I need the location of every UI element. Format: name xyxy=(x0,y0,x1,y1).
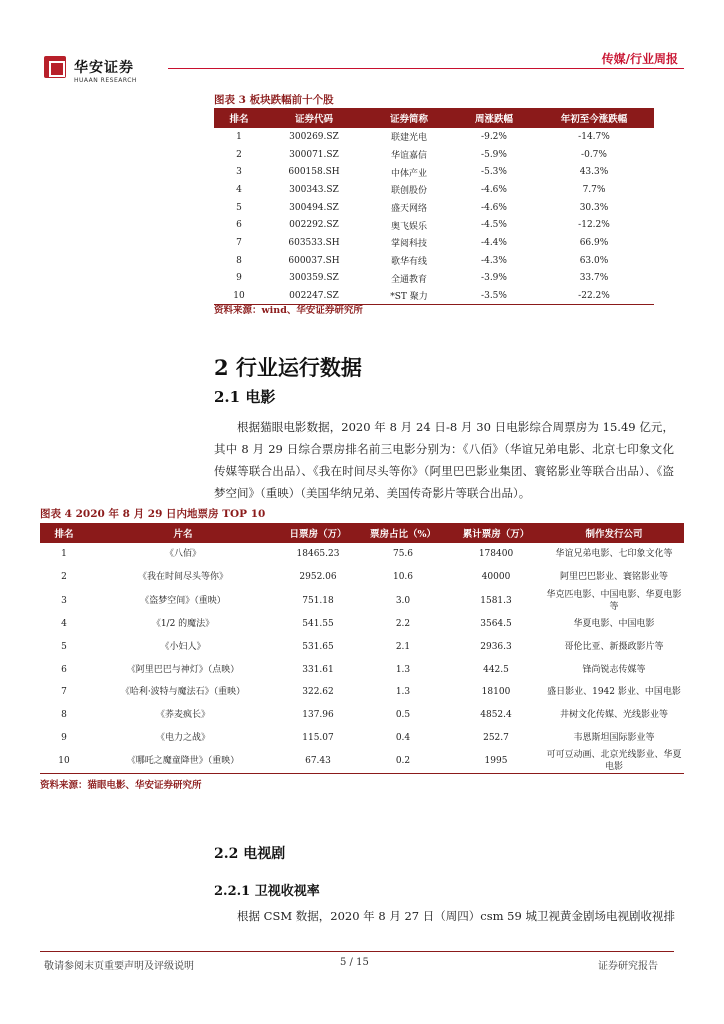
figure3-row xyxy=(214,199,654,217)
figure4-cell: 8 xyxy=(61,710,67,721)
figure3-row xyxy=(214,234,654,252)
figure3-row xyxy=(214,128,654,146)
figure4-cell: 18465.23 xyxy=(296,549,340,560)
figure3-column-header: 排名 xyxy=(214,108,264,128)
figure3-cell: 掌阅科技 xyxy=(390,239,427,250)
figure4-cell: 178400 xyxy=(478,549,514,560)
figure3-cell: 63.0% xyxy=(579,255,609,266)
figure4-cell: 531.65 xyxy=(302,641,334,652)
figure4-cell: 阿里巴巴影业、寰铭影业等 xyxy=(559,572,668,583)
figure4-cell: 1 xyxy=(61,549,67,560)
figure4-cell: 《阿里巴巴与神灯》（点映） xyxy=(126,664,240,675)
figure4-cell: 40000 xyxy=(481,572,511,583)
figure4-cell: 华克匹电影、中国电影、华夏电影等 xyxy=(546,589,682,612)
figure4-cell: 5 xyxy=(61,641,67,652)
figure3-cell: 6 xyxy=(236,220,242,231)
report-category: 传媒/行业周报 xyxy=(601,52,678,66)
figure3-cell: -4.3% xyxy=(481,255,507,266)
figure3-cell: 1 xyxy=(236,131,242,142)
figure3-row xyxy=(214,146,654,164)
figure3-row xyxy=(214,270,654,288)
figure4-row xyxy=(40,635,684,658)
figure4-cell: 《盗梦空间》（重映） xyxy=(140,595,226,606)
figure3-row xyxy=(214,181,654,199)
figure3-cell: 4 xyxy=(236,184,242,195)
figure3-cell: 600037.SH xyxy=(288,255,340,266)
figure3-header-row xyxy=(214,108,654,128)
figure4-cell: 3 xyxy=(61,595,67,606)
figure3-body xyxy=(214,128,654,305)
figure4-cell: 442.5 xyxy=(483,664,509,675)
figure4-column-header: 制作发行公司 xyxy=(544,523,684,543)
figure4-cell: 18100 xyxy=(481,687,511,698)
figure3-cell: -12.2% xyxy=(578,220,610,231)
figure4-cell: 331.61 xyxy=(302,664,334,675)
figure3-cell: 3 xyxy=(236,167,242,178)
figure3-cell: 10 xyxy=(214,287,264,305)
figure3-cell: 7.7% xyxy=(582,184,606,195)
figure3-cell: -4.6% xyxy=(481,184,507,195)
figure3-cell: 歌华有线 xyxy=(390,257,427,268)
figure3-cell: 8 xyxy=(236,255,242,266)
figure3-column-header: 年初至今涨跌幅 xyxy=(534,108,654,128)
figure4-cell: 0.4 xyxy=(395,732,411,743)
figure4-header-row xyxy=(40,523,684,543)
figure3-cell: 002247.SZ xyxy=(264,287,364,305)
figure3-cell: -22.2% xyxy=(534,287,654,305)
figure4-cell: 6 xyxy=(61,664,67,675)
figure4-cell: 7 xyxy=(61,687,67,698)
figure4-cell: 322.62 xyxy=(302,687,334,698)
figure3-cell: 300359.SZ xyxy=(289,273,339,284)
figure4-source: 资料来源：猫眼电影、华安证券研究所 xyxy=(40,780,202,791)
figure3-table xyxy=(214,108,654,305)
figure3-cell: 9 xyxy=(236,273,242,284)
figure4-cell: 0.5 xyxy=(395,710,411,721)
figure3-cell: 30.3% xyxy=(579,202,609,213)
figure4-cell: 《荞麦疯长》 xyxy=(155,710,210,721)
figure3-cell: -0.7% xyxy=(581,149,607,160)
figure4-cell: 252.7 xyxy=(483,732,509,743)
figure4-row xyxy=(40,704,684,727)
figure3-cell: 002292.SZ xyxy=(289,220,339,231)
figure4-cell: 75.6 xyxy=(392,549,414,560)
figure4-row xyxy=(40,658,684,681)
figure3-cell: -4.5% xyxy=(481,220,507,231)
figure4-body xyxy=(40,543,684,774)
figure4-cell: 10.6 xyxy=(392,572,414,583)
figure3-cell: 300071.SZ xyxy=(289,149,339,160)
figure4-row xyxy=(40,613,684,636)
figure3-cell: 联创股份 xyxy=(390,186,427,197)
figure4-column-header: 累计票房（万） xyxy=(448,523,544,543)
section-heading: 2 行业运行数据 xyxy=(214,355,362,380)
figure4-row xyxy=(40,727,684,750)
figure3-cell: -3.5% xyxy=(454,287,534,305)
subsection-heading-tv: 2.2 电视剧 xyxy=(214,846,286,862)
figure4-cell: 1.3 xyxy=(395,687,411,698)
company-logo-icon xyxy=(44,56,66,78)
figure3-cell: -14.7% xyxy=(578,131,610,142)
figure4-cell: 华夏电影、中国电影 xyxy=(573,618,655,629)
figure4-cell: 锋尚锐志传媒等 xyxy=(582,664,646,675)
film-paragraph: 根据猫眼电影数据，2020 年 8 月 24 日-8 月 30 日电影综合周票房为 15.49 亿元，其中 8 月 29 日综合票房排名前三电影分别为：《八佰》（华谊兄弟电影、北京七印象文化传媒等联合出品）、《我在时间尽头等你》（阿里巴巴影业集团、寰铭影业等联合出品）、《盗梦空间》（重映）（美国华纳兄弟、美国传奇影片等联合出品）。 xyxy=(214,420,674,500)
figure4-cell: 137.96 xyxy=(302,710,334,721)
figure3-cell: -9.2% xyxy=(481,131,507,142)
figure4-column-header: 票房占比（%） xyxy=(358,523,448,543)
figure4-column-header: 排名 xyxy=(40,523,88,543)
figure3-row xyxy=(214,163,654,181)
figure3-cell: 7 xyxy=(236,237,242,248)
figure3-cell: 联建光电 xyxy=(390,133,427,144)
figure4-cell: 3.0 xyxy=(395,595,411,606)
company-name-en: HUAAN RESEARCH xyxy=(74,77,137,84)
figure3-row xyxy=(214,216,654,234)
figure3-cell: -5.3% xyxy=(481,167,507,178)
figure4-cell: 《八佰》 xyxy=(164,549,201,560)
figure4-cell: 《哪吒之魔童降世》（重映） xyxy=(88,749,278,774)
figure4-row xyxy=(40,543,684,566)
figure3-cell: 603533.SH xyxy=(288,237,340,248)
figure3-column-header: 证券简称 xyxy=(364,108,454,128)
header-divider xyxy=(168,68,684,69)
figure3-cell: 华谊嘉信 xyxy=(390,151,427,162)
figure4-cell: 3564.5 xyxy=(480,618,512,629)
figure4-cell: 2 xyxy=(61,572,67,583)
figure4-cell: 盛日影业、1942 影业、中国电影 xyxy=(547,687,681,698)
figure4-cell: 9 xyxy=(61,732,67,743)
figure4-cell: 哥伦比亚、新摄政影片等 xyxy=(564,641,664,652)
figure4-cell: 2.1 xyxy=(395,641,411,652)
figure4-column-header: 片名 xyxy=(88,523,278,543)
tv-paragraph: 根据 CSM 数据，2020 年 8 月 27 日（周四）csm 59 城卫视黄金剧场电视剧收视排 xyxy=(237,909,675,923)
figure4-cell: 华谊兄弟电影、七印象文化等 xyxy=(555,549,673,560)
figure3-column-header: 证券代码 xyxy=(264,108,364,128)
figure3-cell: -3.9% xyxy=(481,273,507,284)
page-number: 5 / 15 xyxy=(340,957,369,968)
figure3-cell: -4.4% xyxy=(481,237,507,248)
figure3-row xyxy=(214,252,654,270)
figure3-cell: 中体产业 xyxy=(390,168,427,179)
figure3-cell: 300269.SZ xyxy=(289,131,339,142)
figure4-cell: 《电力之战》 xyxy=(155,732,210,743)
figure4-cell: 《小妇人》 xyxy=(160,641,206,652)
page-header xyxy=(40,50,684,90)
company-name-cn: 华安证券 xyxy=(74,60,134,76)
figure4-row xyxy=(40,749,684,774)
footer-divider xyxy=(40,951,674,952)
figure4-cell: 115.07 xyxy=(302,732,334,743)
figure3-cell: -5.9% xyxy=(481,149,507,160)
figure4-cell: 4 xyxy=(61,618,67,629)
subsubsection-heading-ratings: 2.2.1 卫视收视率 xyxy=(214,884,320,899)
figure4-row xyxy=(40,589,684,613)
figure4-cell: 2.2 xyxy=(395,618,411,629)
figure4-cell: 1995 xyxy=(448,749,544,774)
figure3-source: 资料来源：wind、华安证券研究所 xyxy=(214,305,363,316)
figure4-cell: 可可豆动画、北京光线影业、华夏电影 xyxy=(544,749,684,774)
figure4-cell: 韦恩斯坦国际影业等 xyxy=(573,732,655,743)
figure4-cell: 0.2 xyxy=(358,749,448,774)
figure4-cell: 1.3 xyxy=(395,664,411,675)
figure4-row xyxy=(40,681,684,704)
figure4-cell: 《1/2 的魔法》 xyxy=(151,618,215,629)
figure4-row xyxy=(40,566,684,589)
figure4-cell: 4852.4 xyxy=(480,710,512,721)
figure3-cell: 43.3% xyxy=(579,167,609,178)
figure3-cell: 600158.SH xyxy=(288,167,340,178)
figure3-cell: 300343.SZ xyxy=(289,184,339,195)
figure4-cell: 751.18 xyxy=(302,595,334,606)
figure3-cell: -4.6% xyxy=(481,202,507,213)
figure4-cell: 541.55 xyxy=(302,618,334,629)
figure3-cell: 盛天网络 xyxy=(390,204,427,215)
figure4-cell: 2952.06 xyxy=(299,572,337,583)
figure4-table xyxy=(40,523,684,774)
figure4-title: 图表 4 2020 年 8 月 29 日内地票房 TOP 10 xyxy=(40,508,266,520)
figure3-title: 图表 3 板块跌幅前十个股 xyxy=(214,94,334,106)
figure3-column-header: 周涨跌幅 xyxy=(454,108,534,128)
figure3-cell: 300494.SZ xyxy=(289,202,339,213)
figure4-cell: 67.43 xyxy=(278,749,358,774)
figure3-cell: 2 xyxy=(236,149,242,160)
footer-disclaimer: 敬请参阅末页重要声明及评级说明 xyxy=(44,961,194,972)
figure4-column-header: 日票房（万） xyxy=(278,523,358,543)
subsection-heading-film: 2.1 电影 xyxy=(214,388,276,406)
figure3-cell: 33.7% xyxy=(579,273,609,284)
footer-report-type: 证券研究报告 xyxy=(598,961,658,972)
figure4-cell: 井树文化传媒、光线影业等 xyxy=(559,710,668,721)
figure3-cell: 66.9% xyxy=(579,237,609,248)
figure3-cell: 5 xyxy=(236,202,242,213)
figure4-cell: 2936.3 xyxy=(480,641,512,652)
figure4-cell: 1581.3 xyxy=(480,595,512,606)
figure3-cell: 奥飞娱乐 xyxy=(390,221,427,232)
figure4-cell: 《哈利·波特与魔法石》（重映） xyxy=(120,687,246,698)
figure4-cell: 《我在时间尽头等你》 xyxy=(137,572,228,583)
figure3-cell: *ST 聚力 xyxy=(364,287,454,305)
figure3-cell: 全通教育 xyxy=(390,274,427,285)
figure4-cell: 10 xyxy=(40,749,88,774)
